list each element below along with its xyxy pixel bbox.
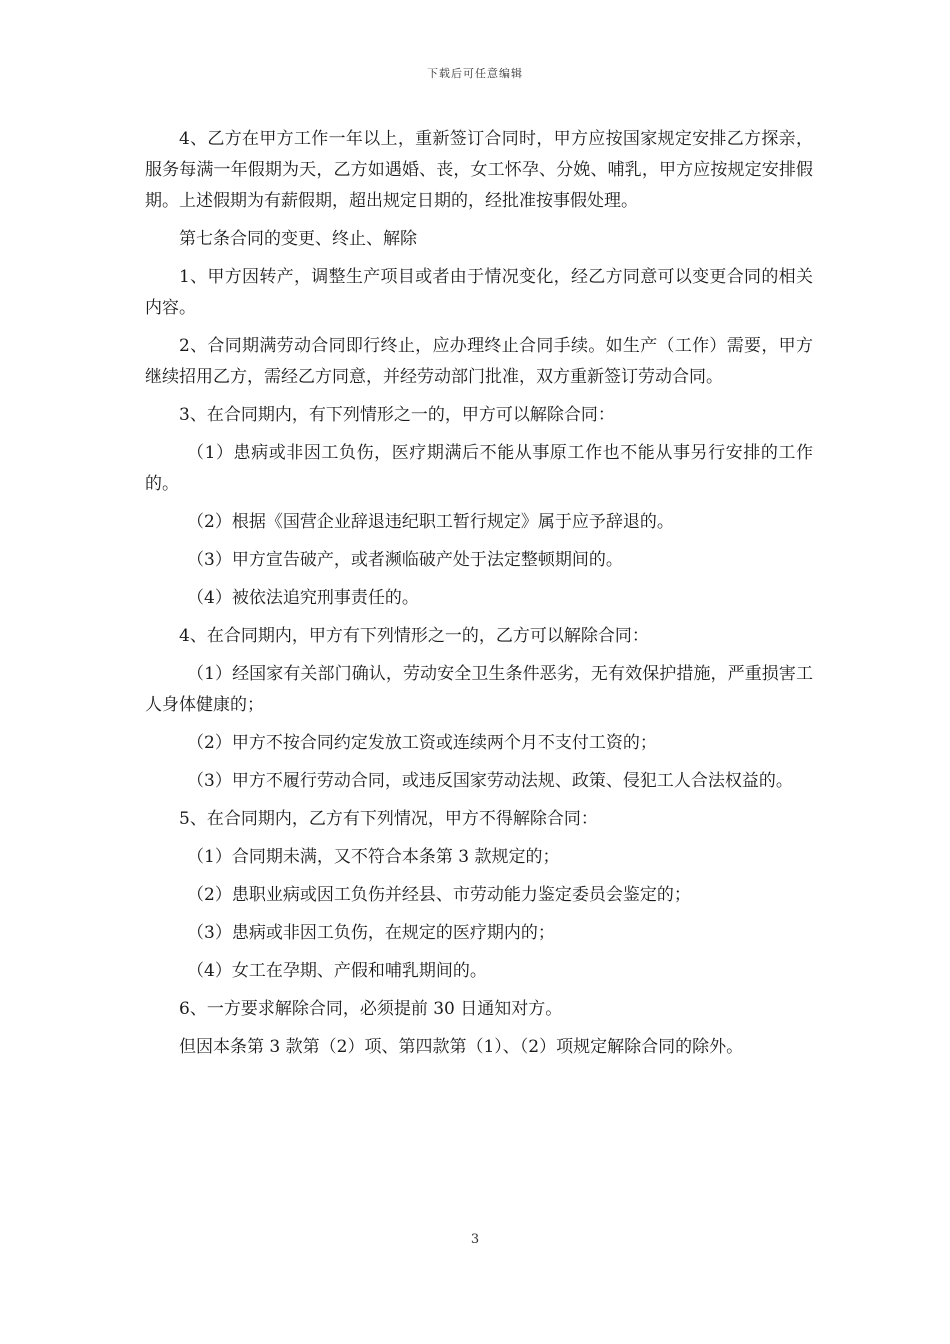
list-item: （2）患职业病或因工负伤并经县、市劳动能力鉴定委员会鉴定的；: [187, 885, 691, 905]
paragraph: 3、在合同期内，有下列情形之一的，甲方可以解除合同：: [179, 405, 615, 425]
paragraph: 1、甲方因转产，调整生产项目或者由于情况变化，经乙方同意可以变更合同的相关内容。: [145, 267, 813, 318]
list-item: （3）甲方不履行劳动合同，或违反国家劳动法规、政策、侵犯工人合法权益的。: [187, 771, 793, 791]
paragraph: 5、在合同期内，乙方有下列情况，甲方不得解除合同：: [179, 809, 598, 829]
paragraph: 但因本条第 3 款第（2）项、第四款第（1）、（2）项规定解除合同的除外。: [179, 1037, 744, 1057]
list-item: （2）根据《国营企业辞退违纪职工暂行规定》属于应予辞退的。: [187, 512, 674, 532]
list-item: （2）甲方不按合同约定发放工资或连续两个月不支付工资的；: [187, 733, 657, 753]
list-item: （4）被依法追究刑事责任的。: [187, 588, 419, 608]
list-item: （4）女工在孕期、产假和哺乳期间的。: [187, 961, 487, 981]
paragraph: 4、乙方在甲方工作一年以上，重新签订合同时，甲方应按国家规定安排乙方探亲，服务每满一年假期为天，乙方如遇婚、丧，女工怀孕、分娩、哺乳，甲方应按规定安排假期。上述假期为有薪假期，超出规定日期的，经批准按事假处理。: [145, 129, 813, 211]
paragraph: 6、一方要求解除合同，必须提前 30 日通知对方。: [179, 999, 563, 1019]
list-item: （1）合同期未满，又不符合本条第 3 款规定的；: [187, 847, 560, 867]
list-item: （1）经国家有关部门确认，劳动安全卫生条件恶劣，无有效保护措施，严重损害工人身体健康的；: [145, 664, 813, 715]
page-number: 3: [470, 1232, 480, 1247]
list-item: （1）患病或非因工负伤，医疗期满后不能从事原工作也不能从事另行安排的工作的。: [145, 443, 813, 494]
document-body: [145, 124, 813, 1070]
list-item: （3）患病或非因工负伤，在规定的医疗期内的；: [187, 923, 555, 943]
section-heading: 第七条合同的变更、终止、解除: [179, 229, 417, 249]
page-header: 下载后可任意编辑: [427, 67, 523, 80]
paragraph: 2、合同期满劳动合同即行终止，应办理终止合同手续。如生产（工作）需要，甲方继续招用乙方，需经乙方同意，并经劳动部门批准，双方重新签订劳动合同。: [145, 336, 813, 387]
list-item: （3）甲方宣告破产，或者濒临破产处于法定整顿期间的。: [187, 550, 623, 570]
paragraph: 4、在合同期内，甲方有下列情形之一的，乙方可以解除合同：: [179, 626, 649, 646]
